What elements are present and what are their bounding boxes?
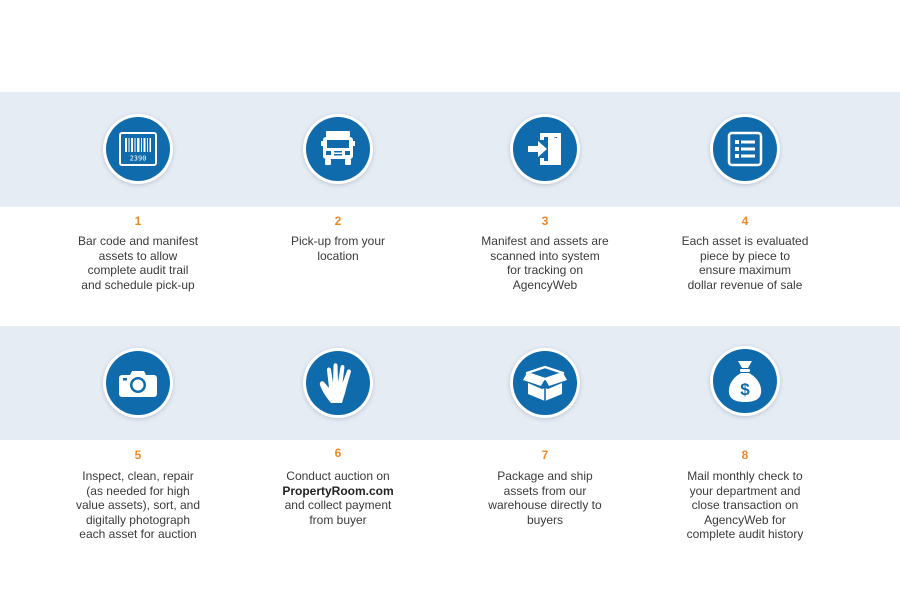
enter-door-icon: [513, 117, 577, 181]
step-description: Manifest and assets are scanned into system for tracking on AgencyWeb: [481, 234, 609, 292]
open-box-icon: [513, 351, 577, 415]
dollar-sign: $: [740, 380, 750, 399]
step-number: 2: [334, 214, 342, 228]
step-description: Pick-up from your location: [290, 234, 386, 263]
step-number: 3: [541, 214, 549, 228]
checklist-icon: [713, 117, 777, 181]
step-description: Inspect, clean, repair (as needed for high value assets), sort, and digitally photograph each asset for auction: [75, 469, 201, 541]
money-bag-icon: [713, 349, 777, 413]
step-number: 1: [134, 214, 142, 228]
step-description: Conduct auction on PropertyRoom.com and collect payment from buyer: [282, 469, 394, 527]
barcode-digits: 2390: [129, 154, 147, 163]
step-number: 5: [134, 448, 142, 462]
step-number: 8: [741, 448, 749, 462]
step-number: 4: [741, 214, 749, 228]
barcode-icon: [106, 117, 170, 181]
step-description: Mail monthly check to your department and close transaction on AgencyWeb for complete audit history: [686, 469, 804, 541]
step-number: 7: [541, 448, 549, 462]
step-number: 6: [334, 446, 342, 460]
raised-hand-icon: [306, 351, 370, 415]
step-description: Each asset is evaluated piece by piece to ensure maximum dollar revenue of sale: [681, 234, 809, 292]
truck-icon: [306, 117, 370, 181]
step-description: Bar code and manifest assets to allow complete audit trail and schedule pick-up: [77, 234, 199, 292]
website-name: PropertyRoom.com: [282, 483, 394, 498]
camera-icon: [106, 351, 170, 415]
step-description: Package and ship assets from our warehouse directly to buyers: [488, 469, 602, 527]
